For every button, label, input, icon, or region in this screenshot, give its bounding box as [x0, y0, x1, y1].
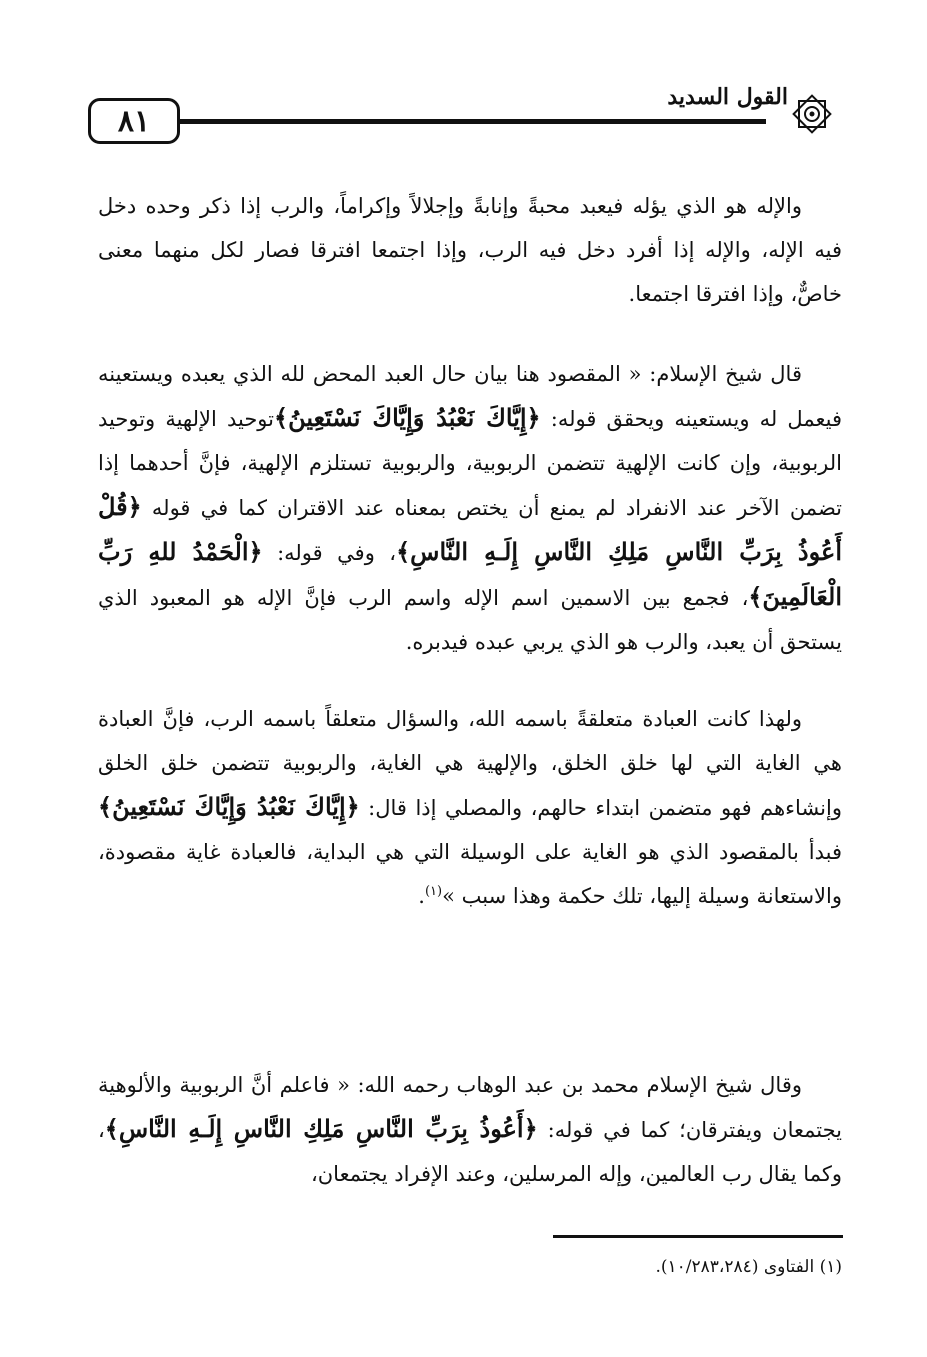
- text-run: ، فجمع بين الاسمين اسم الإله واسم الرب فإنَّ الإله هو المعبود الذي يستحق أن يعبد، والرب هو الذي يربي عبده فيدبره.: [98, 586, 842, 654]
- quran-verse: ﴿إِيَّاكَ نَعْبُدُ وَإِيَّاكَ نَسْتَعِينُ﴾: [98, 792, 360, 821]
- paragraph-2: [98, 352, 842, 664]
- header-rule: [160, 119, 766, 124]
- text-run: .: [418, 884, 425, 908]
- paragraph-3: [98, 697, 842, 918]
- text-run: توحيد الإلهية وتوحيد الربوبية، وإن كانت الإلهية تتضمن الربوبية، والربوبية تستلزم الإلهية، فإنَّ أحدهما إذا تضمن الآخر عند الانفراد لم يمنع أن يختص بمعناه عند الاقتران كما في قوله: [98, 407, 842, 520]
- footnote-divider: [553, 1235, 843, 1238]
- book-title: القول السديد: [667, 84, 788, 110]
- text-run: وقال شيخ الإسلام محمد بن عبد الوهاب رحمه الله: « فاعلم أنَّ الربوبية والألوهية يجتمعان ويفترقان؛ كما في قوله:: [98, 1073, 842, 1142]
- text-run: قال شيخ الإسلام: « المقصود هنا بيان حال العبد المحض لله الذي يعبده ويستعينه فيعمل له ويستعينه ويحقق قوله:: [98, 362, 842, 431]
- text-run: فبدأ بالمقصود الذي هو الغاية على الوسيلة التي هي البداية، فالعبادة غاية مقصودة، والاستعانة وسيلة إليها، تلك حكمة وهذا سبب »: [98, 840, 842, 908]
- quran-verse: ﴿إِيَّاكَ نَعْبُدُ وَإِيَّاكَ نَسْتَعِينُ﴾: [274, 403, 541, 432]
- footnote-reference: (١): [424, 884, 443, 899]
- page-header: [88, 78, 858, 150]
- paragraph-1: [98, 184, 842, 316]
- quran-verse: ﴿أَعُوذُ بِرَبِّ النَّاسِ مَلِكِ النَّاسِ إِلَـهِ النَّاسِ﴾: [104, 1114, 538, 1143]
- text-run: ، وفي قوله:: [262, 541, 397, 565]
- quran-verse: ﴿قُلْ أَعُوذُ بِرَبِّ النَّاسِ مَلِكِ النَّاسِ إِلَـهِ النَّاسِ﴾: [98, 492, 843, 566]
- paragraph-4: [98, 1063, 842, 1196]
- quran-verse: ﴿الْحَمْدُ للهِ رَبِّ الْعَالَمِينَ﴾: [98, 537, 842, 611]
- star-ornament-icon: [788, 90, 836, 138]
- text-run: ولهذا كانت العبادة متعلقةً باسمه الله، والسؤال متعلقاً باسمه الرب، فإنَّ العبادة هي الغاية التي لها خلق الخلق، والإلهية هي الغاية، والربوبية تتضمن خلق الخلق وإنشاءهم فهو متضمن ابتداء حالهم، والمصلي إذا قال:: [98, 707, 842, 820]
- text-run: ، وكما يقال رب العالمين، وإله المرسلين، وعند الإفراد يجتمعان،: [98, 1118, 842, 1186]
- footnote: (١) الفتاوى (١٠/٢٨٣،٢٨٤).: [655, 1257, 842, 1277]
- paragraph-text: والإله هو الذي يؤله فيعبد محبةً وإنابةً وإجلالاً وإكراماً، والرب إذا ذكر وحده دخل فيه الإله، والإله إذا أفرد دخل فيه الرب، وإذا اجتمعا افترقا فصار لكل منهما معنى خاصٌّ، وإذا افترقا اجتمعا.: [98, 194, 842, 306]
- page-number: ٨١: [88, 98, 180, 144]
